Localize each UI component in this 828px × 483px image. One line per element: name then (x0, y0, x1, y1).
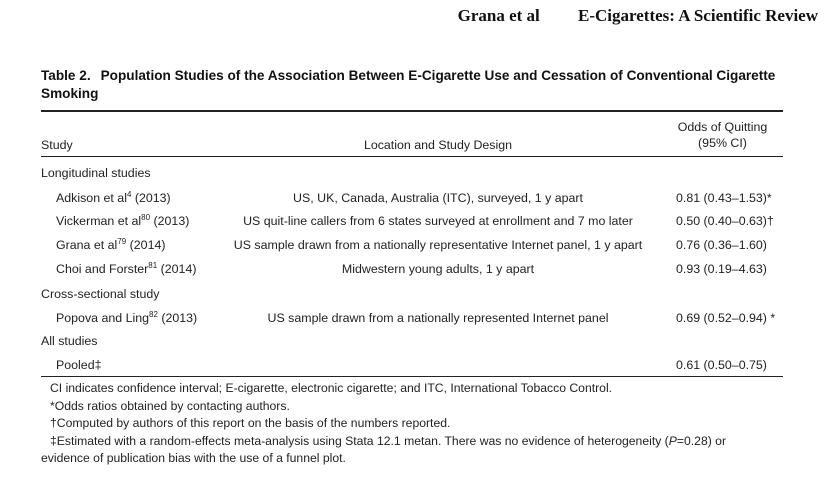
footnote-dagger: †Computed by authors of this report on the basis of the numbers reported. (50, 416, 451, 430)
study-name: Adkison et $al^4$ (2013) (56, 189, 171, 205)
odds-ratio: 0.69 (0.52–0.94) * (676, 311, 776, 325)
group-heading: All studies (41, 334, 98, 348)
running-head-journal: E-Cigarettes: A Scientific Review (578, 6, 818, 25)
column-header-design: Location and Study Design (363, 138, 513, 152)
group-heading: Cross-sectional study (41, 287, 160, 301)
study-name: Grana et $al^{79}$ (2014) (56, 236, 166, 252)
odds-ratio: 0.76 (0.36–1.60) (676, 238, 767, 252)
footnote-double-dagger-continued: evidence of publication bias with the use of a funnel plot. (41, 451, 346, 465)
study-design: US sample drawn from a nationally represented Internet panel (267, 311, 609, 325)
footnote-abbreviations: CI indicates confidence interval; E-cigarette, electronic cigarette; and ITC, International Tobacco Control. (50, 381, 613, 395)
table-footnotes (41, 380, 786, 468)
footnote-double-dagger: ‡Estimated with a random-effects meta-analysis using Stata 12.1 metan. There was no evidence of heterogeneity (P=0.28) or (50, 433, 727, 448)
study-name: Popova and Ling$^{82}$ (2013) (56, 309, 198, 325)
header-rule (41, 156, 783, 157)
column-header-odds (660, 119, 785, 151)
running-head (458, 6, 818, 26)
group-heading: Longitudinal studies (41, 166, 151, 180)
study-name: Pooled‡ (56, 358, 102, 372)
column-header-odds-line1: Odds of Quitting (677, 120, 768, 134)
study-name: Vickerman et $al^{80}$ (2013) (56, 212, 190, 228)
study-design: US quit-line callers from 6 states surveyed at enrollment and 7 mo later (243, 214, 633, 228)
table-bottom-rule (41, 376, 783, 377)
column-header-odds-line2: (95% CI) (698, 136, 747, 150)
odds-ratio: 0.93 (0.19–4.63) (676, 262, 767, 276)
odds-ratio: 0.50 (0.40–0.63)† (676, 214, 774, 228)
table-caption: Population Studies of the Association Between E-Cigarette Use and Cessation of Conventional Cigarette Smoking (41, 68, 776, 101)
study-name: Choi and Forster$^{81}$ (2014) (56, 260, 197, 276)
table-label: Table 2. (41, 68, 91, 83)
footnote-asterisk: *Odds ratios obtained by contacting authors. (50, 398, 290, 413)
odds-ratio: 0.61 (0.50–0.75) (676, 358, 767, 372)
study-design: US, UK, Canada, Australia (ITC), surveyed, 1 y apart (293, 191, 583, 205)
study-design: US sample drawn from a nationally representative Internet panel, 1 y apart (233, 238, 643, 252)
table-top-rule (41, 110, 783, 112)
study-design: Midwestern young adults, 1 y apart (341, 262, 535, 276)
column-header-study: Study (41, 138, 73, 152)
table-title (41, 67, 801, 103)
running-head-author: Grana et al (457, 6, 540, 25)
odds-ratio: 0.81 (0.43–1.53)* (676, 191, 772, 205)
